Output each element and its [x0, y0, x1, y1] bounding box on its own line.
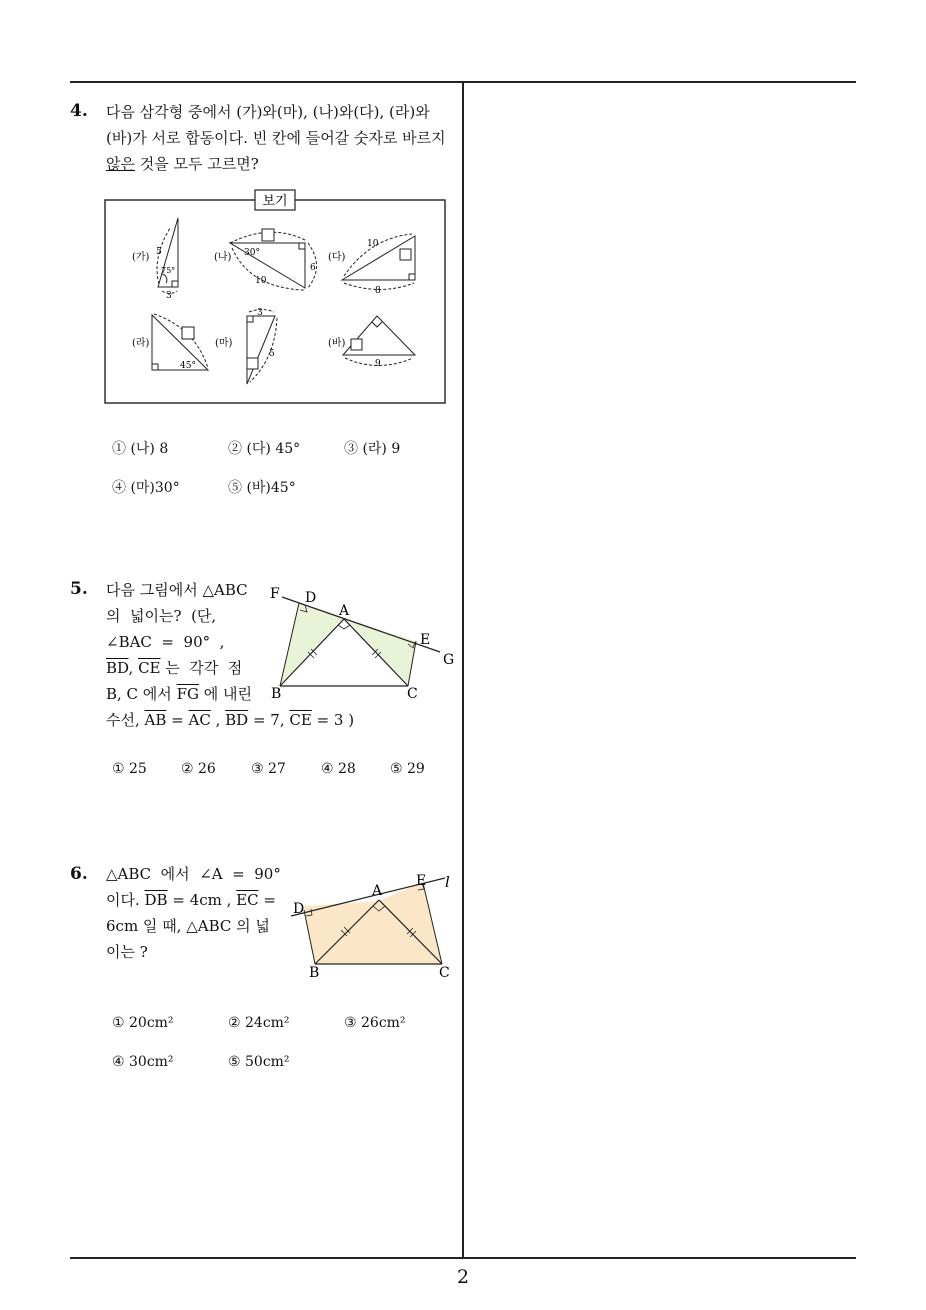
label-na: (나) [214, 252, 232, 263]
label-da: (다) [328, 252, 346, 263]
q4-option-2[interactable]: ② (다) 45° [228, 441, 301, 457]
q5-option-1[interactable]: ① 25 [112, 761, 147, 777]
page-number: 2 [456, 1266, 470, 1288]
bottom-rule [70, 1257, 856, 1259]
q5-line6-b: , [210, 711, 226, 729]
q5-line5-b: 에 내린 [198, 685, 252, 703]
q5-option-4[interactable]: ④ 28 [321, 761, 356, 777]
ma-top-label: 3 [257, 308, 263, 318]
q4-option-1[interactable]: ① (나) 8 [112, 441, 169, 457]
q5-line6 [106, 707, 355, 733]
q4-line1: 다음 삼각형 중에서 (가)와(마), (나)와(다), (라)와 [106, 103, 430, 121]
q4-figure-box [100, 188, 450, 408]
q5-label-A: A [339, 603, 350, 619]
segment-bd: $\overline{BD}$ [106, 659, 129, 677]
q5-line5 [106, 681, 266, 707]
label-ga: (가) [132, 252, 150, 263]
q4-box-title: 보기 [262, 194, 288, 209]
ga-base-label: 3 [166, 291, 172, 301]
q6-line1: △ABC 에서 ∠A = 90° [106, 865, 281, 883]
q5-figure [268, 582, 460, 702]
q6-label-D: D [293, 901, 305, 917]
q6-option-1[interactable]: ① 20cm² [112, 1015, 174, 1031]
q6-figure [285, 868, 465, 983]
q6-label-B: B [309, 965, 320, 981]
label-ra: (라) [132, 338, 150, 349]
q4-underlined-word: 않은 [106, 155, 135, 173]
ma-side-label: 5 [269, 349, 275, 359]
q6-label-E: E [416, 873, 427, 889]
segment-ac: $\overline{AC}$ [188, 711, 211, 729]
q6-label-l: l [445, 873, 450, 891]
q5-line4: $\overline{BD}$, $\overline{CE}$ 는 각각 점 [106, 659, 243, 677]
q6-line3: 6cm 일 때, △ABC 의 넓 [106, 917, 270, 935]
q5-label-D: D [305, 590, 317, 606]
q5-label-B: B [271, 686, 282, 702]
da-hyp-label: 10 [367, 239, 379, 249]
segment-ab: $\overline{AB}$ [144, 711, 167, 729]
q5-line1: 다음 그림에서 △ABC [106, 581, 248, 599]
q5-label-C: C [407, 686, 418, 702]
column-divider [462, 82, 464, 1258]
q5-line4-text: 는 각각 점 [160, 659, 243, 677]
triangle-na [230, 229, 317, 290]
q5-number: 5. [70, 579, 88, 599]
triangle-da [342, 234, 415, 290]
q5-option-2[interactable]: ② 26 [181, 761, 216, 777]
q5-shade-right2 [344, 619, 416, 685]
q5-option-5[interactable]: ⑤ 29 [390, 761, 425, 777]
q6-option-3[interactable]: ③ 26cm² [344, 1015, 406, 1031]
q4-line3-rest: 것을 모두 고르면? [134, 155, 259, 173]
label-ma: (마) [215, 338, 233, 349]
q6-line2-c: = [258, 891, 276, 909]
q5-line6-c: = 7, [248, 711, 290, 729]
ga-angle-label: 75° [161, 266, 176, 275]
na-angle-label: 30° [244, 248, 260, 258]
q6-option-4[interactable]: ④ 30cm² [112, 1054, 174, 1070]
q5-line6-d: = 3 ) [311, 711, 355, 729]
segment-bd-2: $\overline{BD}$ [225, 711, 249, 729]
q5-label-E: E [420, 632, 431, 648]
ba-base-label: 9 [375, 359, 381, 369]
q4-line3 [106, 151, 461, 177]
q6-line2 [106, 887, 276, 913]
q4-option-4[interactable]: ④ (마)30° [112, 480, 180, 496]
q6-text [106, 861, 281, 965]
segment-ce: $\overline{CE}$ [138, 659, 161, 677]
q6-line2-a: 이다. [106, 891, 145, 909]
segment-ec: $\overline{EC}$ [236, 891, 259, 909]
da-base-label: 8 [375, 286, 381, 296]
q5-line6-a: 수선, [106, 711, 145, 729]
ga-side-label: 5 [156, 247, 162, 257]
q5-option-3[interactable]: ③ 27 [251, 761, 286, 777]
q6-label-C: C [439, 965, 450, 981]
q5-line5-a: B, C 에서 [106, 685, 177, 703]
q5-eq: = [166, 711, 189, 729]
triangle-ma [247, 310, 277, 385]
q5-label-G: G [443, 652, 455, 668]
na-side-label: 6 [310, 263, 316, 273]
q5-text [106, 577, 355, 733]
ra-angle-label: 45° [180, 361, 196, 371]
q6-label-A: A [372, 883, 383, 899]
q5-label-F: F [270, 586, 280, 602]
q6-option-5[interactable]: ⑤ 50cm² [228, 1054, 290, 1070]
segment-ce-2: $\overline{CE}$ [289, 711, 312, 729]
na-hyp-label: 10 [255, 276, 267, 286]
q6-line4: 이는 ? [106, 943, 148, 961]
q4-option-3[interactable]: ③ (라) 9 [344, 441, 401, 457]
q5-line3: ∠BAC = 90° , [106, 633, 225, 651]
q4-option-5[interactable]: ⑤ (바)45° [228, 480, 296, 496]
q5-line2: 의 넓이는? (단, [106, 607, 217, 625]
segment-db: $\overline{DB}$ [144, 891, 168, 909]
q4-line2: (바)가 서로 합동이다. 빈 칸에 들어갈 숫자로 바르지 [106, 129, 446, 147]
q4-text [106, 99, 461, 177]
q6-number: 6. [70, 864, 88, 884]
q6-line2-b: = 4cm , [167, 891, 237, 909]
segment-fg: $\overline{FG}$ [176, 685, 199, 703]
label-ba: (바) [328, 338, 346, 349]
q4-number: 4. [70, 101, 88, 121]
q6-option-2[interactable]: ② 24cm² [228, 1015, 290, 1031]
